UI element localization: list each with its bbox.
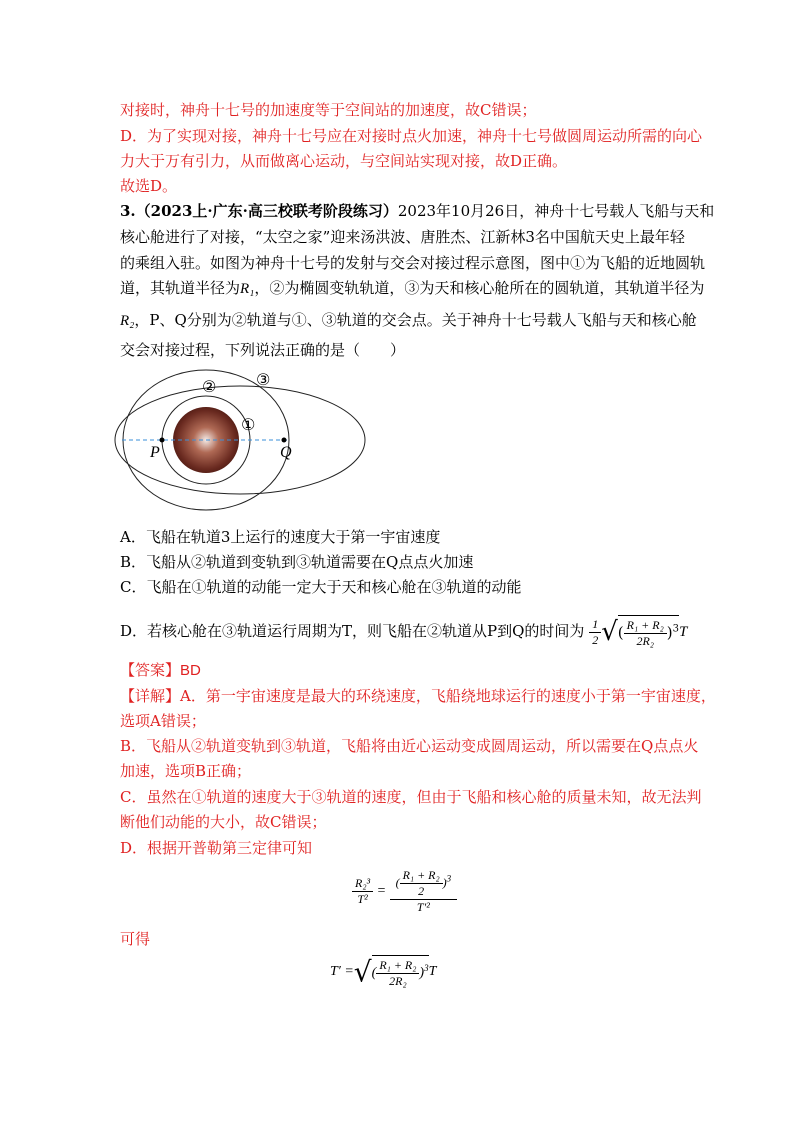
- answer-line: [120, 660, 201, 681]
- option-d: D．若核心舱在③轨道运行周期为T，则飞船在②轨道从P到Q的时间为 $\frac{1}{2}$ √( $\frac{\text{R₁ + R₂}}{\text{2R₂}}$ )$^3$T: [120, 616, 688, 648]
- question-text-1: 2023年10月26日，神舟十七号载人飞船与天和: [397, 202, 715, 220]
- prev-answer-line-3: 力大于万有引力，从而做离心运动，与空间站实现对接，故D正确。: [120, 152, 568, 170]
- explain-line-3: B．飞船从②轨道变轨到③轨道，飞船将由近心运动变成圆周运动，所以需要在Q点点火: [120, 737, 699, 755]
- explain-line-5: C．虽然在①轨道的速度大于③轨道的速度，但由于飞船和核心舱的质量未知，故无法判: [120, 788, 702, 806]
- symbol-r2: R₂: [120, 313, 135, 329]
- kepler-equation: $\frac{\text{R₂³}}{\text{T²}}$ = ( $\frac{\text{R₁ + R₂}}{2}$ )$^3$ T′²: [352, 868, 457, 915]
- prev-answer-line-2: D．为了实现对接，神舟十七号应在对接时点火加速，神舟十七号做圆周运动所需的向心: [120, 127, 703, 145]
- explain-line-8: 可得: [120, 930, 151, 948]
- point-p: [160, 438, 165, 443]
- question-line-1: [120, 201, 714, 221]
- question-line-6: 交会对接过程，下列说法正确的是（ ）: [120, 341, 406, 359]
- answer-value: BD: [180, 662, 201, 679]
- question-line-5: [120, 310, 697, 331]
- explain-line-1: 【详解】A．第一宇宙速度是最大的环绕速度，飞船绕地球运行的速度小于第一宇宙速度，: [120, 687, 716, 705]
- label-orbit-1: ①: [241, 415, 256, 434]
- option-c: C．飞船在①轨道的动能一定大于天和核心舱在③轨道的动能: [120, 578, 522, 596]
- label-orbit-3: ③: [256, 370, 271, 389]
- label-p: P: [150, 444, 160, 461]
- prev-answer-line-1: 对接时，神舟十七号的加速度等于空间站的加速度，故C错误；: [120, 101, 537, 119]
- option-b: B．飞船从②轨道到变轨到③轨道需要在Q点点火加速: [120, 553, 474, 571]
- symbol-r1: R₁: [240, 281, 255, 297]
- answer-label: 【答案】: [120, 661, 181, 679]
- orbit-diagram: [120, 365, 290, 513]
- question-text-4a: 道，其轨道半径为: [120, 279, 241, 297]
- question-text-5: ，P、Q分别为②轨道与①、③轨道的交会点。关于神舟十七号载人飞船与天和核心舱: [134, 311, 697, 329]
- option-a: A．飞船在轨道3上运行的速度大于第一宇宙速度: [120, 528, 441, 546]
- period-equation: T′ =√( $\frac{\text{R₁ + R₂}}{\text{2R₂}}$ )$^3$T: [330, 955, 437, 989]
- question-line-3: 的乘组入驻。如图为神舟十七号的发射与交会对接过程示意图，图中①为飞船的近地圆轨: [120, 254, 706, 272]
- explain-line-4: 加速，选项B正确；: [120, 762, 252, 780]
- point-q: [282, 438, 287, 443]
- label-q: Q: [280, 444, 292, 461]
- explain-line-2: 选项A错误；: [120, 712, 206, 730]
- question-line-2: 核心舱进行了对接，“太空之家”迎来汤洪波、唐胜杰、江新林3名中国航天史上最年轻: [120, 228, 685, 246]
- formula-half: $\frac{1}{2}$: [589, 617, 601, 648]
- formula-radicand: ( $\frac{\text{R₁ + R₂}}{\text{2R₂}}$ )$^3$: [618, 615, 679, 649]
- label-orbit-2: ②: [202, 377, 217, 396]
- question-text-4b: ，②为椭圆变轨轨道，③为天和核心舱所在的圆轨道，其轨道半径为: [254, 279, 705, 297]
- explain-line-6: 断他们动能的大小，故C错误；: [120, 813, 327, 831]
- question-source: （2023上·广东·高三校联考阶段练习）: [135, 202, 398, 220]
- explain-label: 【详解】: [120, 687, 181, 705]
- explain-line-7: D．根据开普勒第三定律可知: [120, 839, 313, 857]
- option-d-text: D．若核心舱在③轨道运行周期为T，则飞船在②轨道从P到Q的时间为: [120, 622, 585, 640]
- prev-answer-line-4: 故选D。: [120, 177, 178, 195]
- question-number: 3.: [120, 202, 136, 220]
- question-line-4: [120, 278, 704, 299]
